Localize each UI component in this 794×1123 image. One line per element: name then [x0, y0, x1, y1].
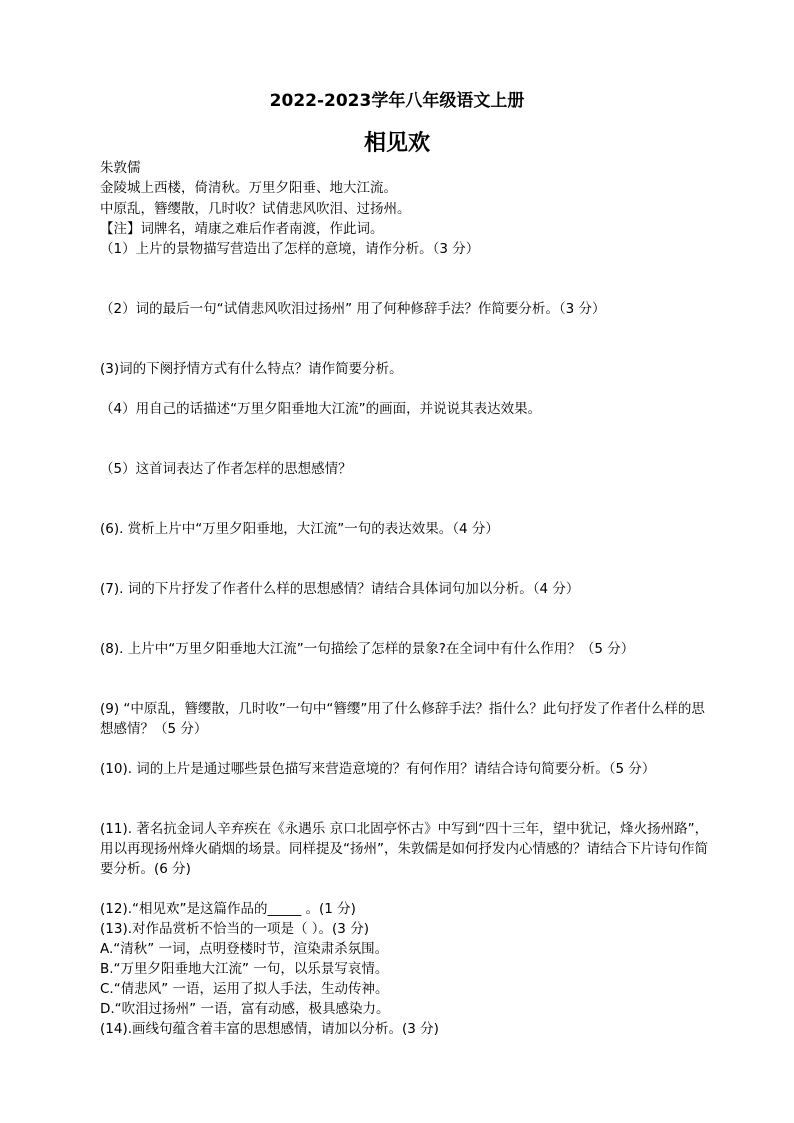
option-c: C.“倩悲风” 一语，运用了拟人手法，生动传神。 — [100, 981, 389, 997]
poem-line-2: 中原乱，簪缨散，几时收？试倩悲风吹泪、过扬州。 — [100, 201, 411, 217]
question-1: （1）上片的景物描写营造出了怎样的意境，请作分析。（3 分） — [100, 241, 480, 257]
question-13: (13).对作品赏析不恰当的一项是（ ）。(3 分) — [100, 921, 369, 937]
question-5: （5）这首词表达了作者怎样的思想感情？ — [100, 461, 352, 477]
question-7: (7). 词的下片抒发了作者什么样的思想感情？请结合具体词句加以分析。（4 分） — [100, 581, 580, 597]
question-11: (11). 著名抗金词人辛弃疾在《永遇乐 京口北固亭怀古》中写到“四十三年，望中犹记，烽火扬州路”，用以再现扬州烽火硝烟的场景。同样提及“扬州”，朱敦儒是如何抒发内心情感的？请结合下片诗句作简要分析。(6 分) — [100, 821, 709, 877]
option-a: A.“清秋” 一词，点明登楼时节，渲染肃杀氛围。 — [100, 941, 389, 957]
poem-author: 朱敦儒 — [100, 160, 141, 176]
document-title: 2022-2023学年八年级语文上册 — [269, 91, 525, 111]
question-6: (6). 赏析上片中“万里夕阳垂地，大江流”一句的表达效果。（4 分） — [100, 521, 499, 537]
question-14: (14).画线句蕴含着丰富的思想感情，请加以分析。(3 分) — [100, 1021, 439, 1037]
question-3: (3)词的下阕抒情方式有什么特点？请作简要分析。 — [100, 361, 403, 377]
question-4: （4）用自己的话描述“万里夕阳垂地大江流”的画面，并说说其表达效果。 — [100, 401, 542, 417]
question-10: (10). 词的上片是通过哪些景色描写来营造意境的？有何作用？请结合诗句简要分析。（5 分） — [100, 761, 656, 777]
question-12: (12).“相见欢”是这篇作品的_____ 。(1 分) — [100, 901, 356, 917]
question-2: （2）词的最后一句“试倩悲风吹泪过扬州” 用了何种修辞手法？作简要分析。（3 分） — [100, 301, 606, 317]
poem-note: 【注】词牌名，靖康之难后作者南渡，作此词。 — [100, 221, 384, 237]
poem-line-1: 金陵城上西楼，倚清秋。万里夕阳垂、地大江流。 — [100, 180, 397, 196]
option-b: B.“万里夕阳垂地大江流” 一句，以乐景写哀情。 — [100, 961, 389, 977]
poem-title: 相见欢 — [363, 131, 430, 156]
option-d: D.“吹泪过扬州” 一语，富有动感，极具感染力。 — [100, 1001, 390, 1017]
question-9: (9) “中原乱，簪缨散，几时收”一句中“簪缨”用了什么修辞手法？指什么？此句抒发了作者什么样的思想感情？（5 分） — [100, 701, 705, 737]
question-8: (8). 上片中“万里夕阳垂地大江流”一句描绘了怎样的景象?在全词中有什么作用？（5 分） — [100, 641, 635, 657]
